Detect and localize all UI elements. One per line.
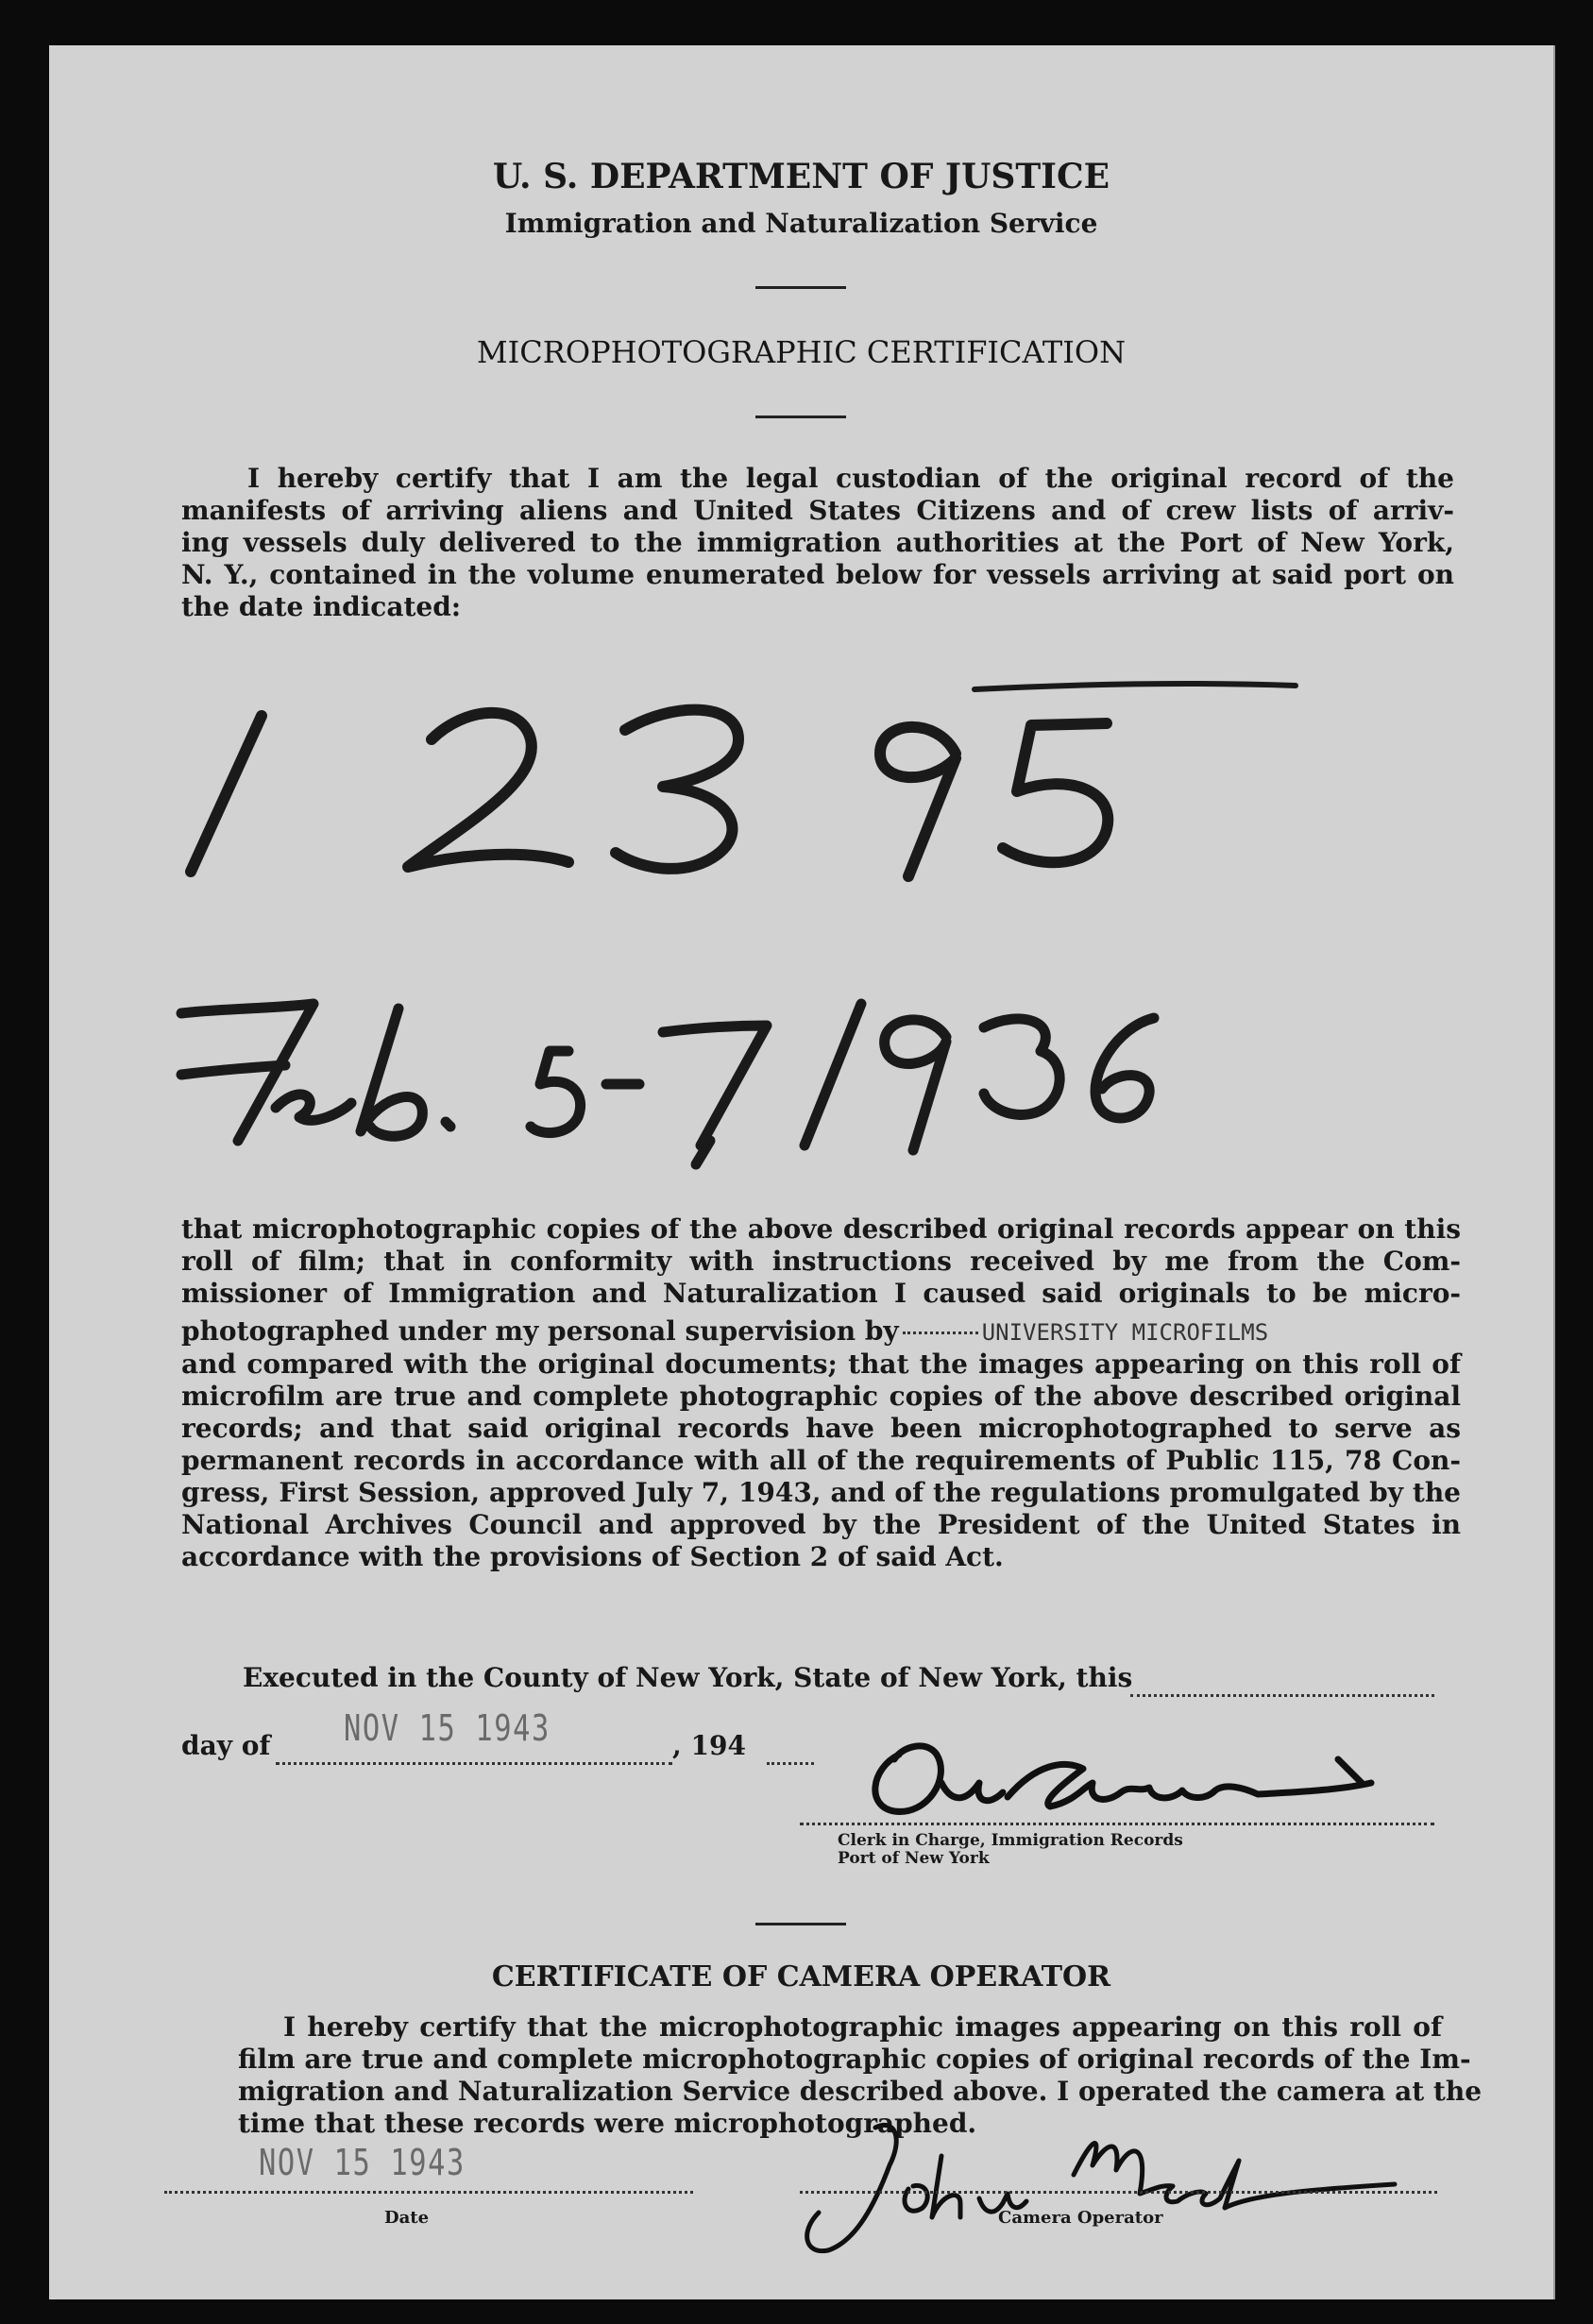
divider-rule (755, 286, 846, 289)
form-title: MICROPHOTOGRAPHIC CERTIFICATION (476, 334, 1127, 370)
paragraph-line: film are true and complete microphotographic copies of original records of the Im- (238, 2044, 1471, 2075)
intro-paragraph (181, 463, 1454, 623)
year-blank (767, 1762, 814, 1765)
service-subheading: Immigration and Naturalization Service (504, 208, 1098, 239)
date-stamp: NOV 15 1943 (344, 1707, 551, 1749)
paragraph-line: microfilm are true and complete photographic copies of the above described original (181, 1381, 1461, 1412)
executed-line: Executed in the County of New York, State of New York, this (243, 1662, 1133, 1693)
clerk-signature-line (800, 1823, 1434, 1825)
divider-rule (755, 1923, 846, 1925)
department-heading: U. S. DEPARTMENT OF JUSTICE (492, 157, 1110, 196)
paragraph-line: National Archives Council and approved by the President of the United States in (181, 1509, 1461, 1540)
paragraph-line: N. Y., contained in the volume enumerated below for vessels arriving at said port on (181, 559, 1454, 590)
clerk-title-line2: Port of New York (838, 1849, 990, 1868)
camera-operator-signature (790, 2099, 1432, 2260)
year-prefix: , 194 (672, 1730, 746, 1761)
certificate-page (49, 45, 1555, 2299)
camera-date-label: Date (384, 2208, 430, 2228)
volume-number-handwritten (125, 650, 1447, 895)
camera-operator-line (800, 2191, 1437, 2194)
supervision-label: photographed under my personal supervision by (181, 1315, 899, 1347)
date-range-handwritten (125, 952, 1447, 1179)
day-of-blank (276, 1762, 672, 1765)
paragraph-line: migration and Naturalization Service described above. I operated the camera at the (238, 2076, 1483, 2107)
paragraph-line: the date indicated: (181, 591, 462, 622)
paragraph-line: accordance with the provisions of Section 2 of said Act. (181, 1541, 1004, 1572)
executed-day-blank (1130, 1694, 1434, 1697)
paragraph-line: ing vessels duly delivered to the immigration authorities at the Port of New York, (181, 527, 1454, 558)
camera-certificate-title: CERTIFICATE OF CAMERA OPERATOR (491, 1960, 1111, 1993)
body-paragraph (181, 1213, 1461, 1573)
paragraph-line: roll of film; that in conformity with instructions received by me from the Com- (181, 1246, 1461, 1277)
paragraph-line: gress, First Session, approved July 7, 1943, and of the regulations promulgated by the (181, 1477, 1461, 1508)
paragraph-line: that microphotographic copies of the above described original records appear on this (181, 1213, 1461, 1245)
paragraph-line: I hereby certify that the microphotographic images appearing on this roll of (283, 2011, 1442, 2043)
paragraph-line: permanent records in accordance with all of the requirements of Public 115, 78 Con- (181, 1445, 1461, 1476)
camera-date-stamp: NOV 15 1943 (259, 2142, 466, 2183)
paragraph-line: I hereby certify that I am the legal custodian of the original record of the (247, 463, 1454, 494)
paragraph-line: and compared with the original documents; that the images appearing on this roll of (181, 1349, 1461, 1380)
supervision-line (181, 1315, 1461, 1349)
clerk-title (838, 1832, 1183, 1868)
supervision-by-value: UNIVERSITY MICROFILMS (981, 1319, 1269, 1346)
divider-rule (755, 416, 846, 418)
paragraph-line: records; and that said original records have been microphotographed to serve as (181, 1413, 1461, 1444)
clerk-signature (847, 1726, 1414, 1830)
paragraph-line: missioner of Immigration and Naturalization I caused said originals to be micro- (181, 1278, 1461, 1309)
camera-operator-label: Camera Operator (998, 2208, 1163, 2228)
paragraph-line: manifests of arriving aliens and United States Citizens and of crew lists of arriv- (181, 495, 1454, 526)
paragraph-line: time that these records were microphotographed. (238, 2108, 977, 2139)
day-of-label: day of (181, 1730, 271, 1761)
clerk-title-line1: Clerk in Charge, Immigration Records (838, 1831, 1183, 1850)
camera-date-line (164, 2191, 693, 2194)
